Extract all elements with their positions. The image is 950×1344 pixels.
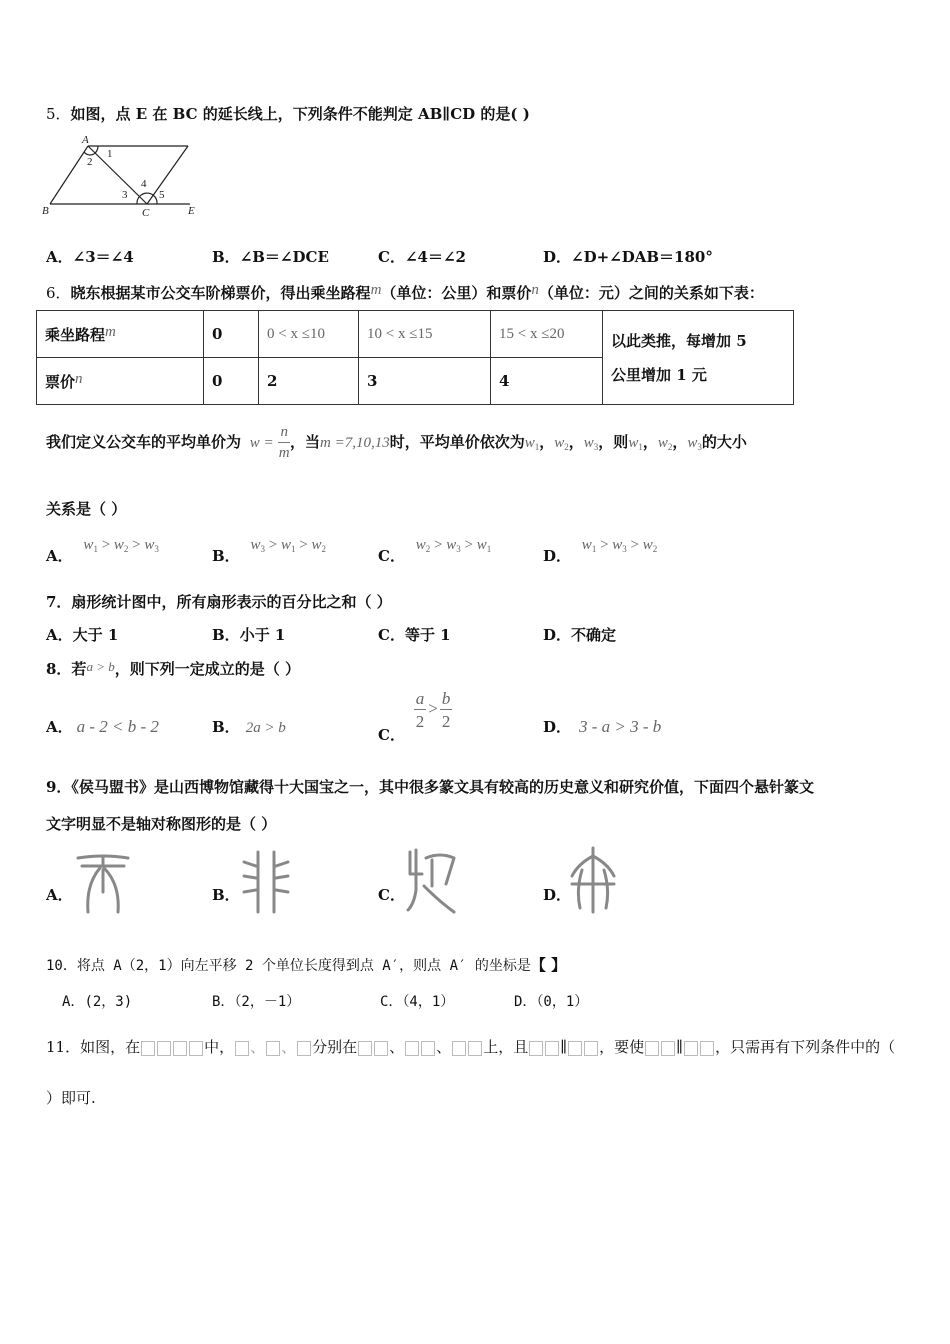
w-symbol: w (415, 537, 426, 553)
row-head-price: 票价 (45, 372, 76, 391)
placeholder-box (661, 1041, 675, 1056)
placeholder-box (584, 1041, 598, 1056)
gt-sign: > (630, 537, 640, 553)
option-label: A． (62, 994, 85, 1010)
placeholder-box (684, 1041, 698, 1056)
subscript: 2 (667, 442, 673, 452)
table-cell: 0 (204, 311, 259, 358)
option-label: C． (378, 886, 405, 904)
placeholder-box (374, 1041, 388, 1056)
option-text: (2，3) (84, 994, 133, 1010)
option-text: 大于 1 (72, 626, 119, 644)
q6-stem-a: 晓东根据某市公交车阶梯票价，得出乘坐路程 (70, 284, 371, 302)
option-label: B． (212, 626, 240, 644)
fraction-denominator: 2 (441, 712, 451, 731)
option-text: 小于 1 (239, 626, 286, 644)
q8-option-b[interactable] (212, 716, 286, 737)
var-n: n (531, 282, 539, 298)
w-symbol: w (250, 537, 261, 553)
q6-option-b[interactable] (212, 533, 326, 565)
w2 (658, 435, 673, 451)
note-line: 公里增加 1 元 (611, 365, 707, 384)
def-text: 时，平均单价依次为 (389, 433, 525, 451)
fraction-numerator: b (441, 689, 451, 708)
angle-arc-3 (137, 196, 140, 204)
q8-option-c[interactable] (378, 689, 452, 744)
subscript: 1 (290, 544, 296, 554)
q6-definition (46, 414, 747, 470)
def-m-values: m =7,10,13 (319, 435, 390, 451)
option-text: ∠B＝∠DCE (239, 248, 329, 266)
placeholder-box (266, 1041, 280, 1056)
comma: ， (642, 433, 658, 451)
ordering-expr (83, 537, 158, 553)
gt-sign: > (428, 699, 438, 718)
subscript: 2 (425, 544, 431, 554)
placeholder-box (297, 1041, 311, 1056)
gt-sign: > (600, 537, 609, 553)
option-label: A． (46, 626, 73, 644)
option-label: B． (212, 886, 240, 904)
w-symbol: w (144, 537, 155, 553)
table-cell: 10 < x ≤15 (359, 311, 491, 358)
table-cell: 4 (491, 358, 603, 405)
ordering-expr (582, 537, 657, 553)
w-symbol: w (446, 537, 457, 553)
q6-def-tail: 关系是（ ） (46, 500, 127, 518)
q10-option-c[interactable] (380, 991, 454, 1011)
q7-option-c[interactable] (378, 624, 451, 645)
option-label: D． (543, 886, 572, 904)
w-symbol: w (476, 537, 487, 553)
w-symbol: w (83, 537, 94, 553)
def-w: w = (249, 435, 274, 451)
subscript: 2 (123, 544, 129, 554)
gt-sign: > (101, 537, 111, 553)
w-symbol: w (581, 537, 592, 553)
option-label: D． (543, 626, 572, 644)
option-label: A． (46, 886, 73, 904)
w1 (525, 435, 540, 451)
q6-stem (46, 282, 764, 303)
q9-option-b[interactable] (212, 884, 240, 905)
option-label: D． (543, 248, 572, 266)
placeholder-box (700, 1041, 714, 1056)
seal-character-a-icon (74, 852, 132, 916)
placeholder-box (405, 1041, 419, 1056)
comma: ， (568, 433, 584, 451)
fraction-numerator: a (415, 689, 425, 708)
fraction-a-over-2 (414, 690, 427, 730)
gt-sign: > (268, 537, 278, 553)
q7-option-a[interactable] (46, 624, 118, 645)
subscript: 3 (622, 544, 627, 554)
comma: ， (672, 433, 688, 451)
placeholder-box (645, 1041, 659, 1056)
note-line: 以此类推，每增加 5 (611, 331, 747, 350)
q8-option-d[interactable] (543, 716, 661, 737)
subscript: 1 (591, 544, 597, 554)
w-symbol: w (311, 537, 322, 553)
w3 (584, 435, 599, 451)
q8-stem-a: 8．若 (46, 660, 87, 678)
q6-number: 6． (46, 284, 71, 302)
q8-option-a[interactable] (46, 716, 159, 737)
subscript: 2 (321, 544, 326, 554)
subscript: 1 (93, 544, 98, 554)
label-b: B (42, 205, 49, 217)
option-text: ∠D+∠DAB＝180° (571, 248, 713, 266)
option-text: ∠3＝∠4 (72, 248, 134, 266)
w1 (628, 435, 643, 451)
placeholder-box (452, 1041, 466, 1056)
q9-option-c[interactable] (378, 884, 405, 905)
label-e: E (188, 205, 195, 217)
q5-stem (46, 103, 530, 124)
table-cell: 15 < x ≤20 (491, 311, 603, 358)
option-label: D． (514, 994, 537, 1010)
q8-stem-b: ，则下列一定成立的是（ ） (114, 660, 300, 678)
subscript: 2 (564, 442, 569, 452)
subscript: 1 (638, 442, 643, 452)
q11-text: 11．如图，在 (46, 1038, 141, 1056)
def-text: ，则 (598, 433, 629, 451)
label-a: A (82, 134, 89, 146)
q10-option-d[interactable] (514, 991, 588, 1011)
q11-text: ，要使 (599, 1038, 645, 1056)
option-label: A． (46, 248, 73, 266)
w-symbol: w (583, 435, 594, 451)
q9-stem-line2: 文字明显不是轴对称图形的是（ ） (46, 815, 277, 833)
q11-text: 上，且 (483, 1038, 529, 1056)
var-m: m (370, 282, 382, 298)
fraction-b-over-2 (440, 690, 453, 730)
option-label: A． (46, 718, 73, 736)
w-symbol: w (642, 537, 653, 553)
q11-text: ，只需再有下列条件中的（ (715, 1038, 896, 1056)
gt-sign: > (434, 537, 443, 553)
q7-option-b[interactable] (212, 624, 285, 645)
def-text: 的大小 (701, 433, 747, 451)
q8-stem (46, 658, 300, 679)
option-label: C． (378, 626, 405, 644)
ordering-expr (250, 537, 325, 553)
q6-stem-c: （单位：元）之间的关系如下表： (538, 284, 764, 302)
table-cell: 0 (204, 358, 259, 405)
label-angle-2: 2 (87, 156, 93, 168)
q11-stem (46, 1036, 895, 1057)
option-text: （0，1） (536, 994, 589, 1010)
subscript: 3 (697, 442, 702, 452)
option-label: C． (378, 726, 405, 744)
fraction-denominator: 2 (415, 712, 425, 731)
placeholder-box (235, 1041, 249, 1056)
w-symbol: w (524, 435, 535, 451)
q8-condition: a > b (86, 659, 115, 674)
option-label: C． (378, 547, 405, 565)
table-cell: 2 (259, 358, 359, 405)
subscript: 3 (456, 544, 461, 554)
label-angle-1: 1 (107, 148, 113, 160)
option-text: （2，－1） (234, 994, 301, 1010)
angle-arc-4 (140, 193, 153, 196)
q11-text: 中， (204, 1038, 235, 1056)
label-c: C (142, 207, 150, 219)
q11-text: 分别在 (312, 1038, 358, 1056)
def-text: 我们定义公交车的平均单价为 (46, 433, 242, 451)
w3 (687, 435, 702, 451)
option-expr: a - 2 < b - 2 (76, 717, 159, 736)
q9-stem-line1: 9．《侯马盟书》是山西博物馆藏得十大国宝之一，其中很多篆文具有较高的历史意义和研究价值，下面四个悬针篆文 (46, 778, 814, 796)
option-label: D． (543, 547, 572, 565)
angle-arc-5 (153, 195, 157, 204)
q10-option-a[interactable] (62, 991, 132, 1011)
table-row (37, 311, 794, 358)
option-text: ∠4＝∠2 (404, 248, 466, 266)
row-head-distance: 乘坐路程 (45, 325, 106, 344)
q5-option-d[interactable] (543, 246, 713, 267)
option-label: A． (46, 547, 73, 565)
fraction-numerator: n (278, 425, 290, 443)
gt-sign: > (299, 537, 308, 553)
gt-sign: > (132, 537, 141, 553)
option-label: B． (212, 248, 240, 266)
placeholder-box (421, 1041, 435, 1056)
w-symbol: w (113, 537, 124, 553)
subscript: 3 (260, 544, 265, 554)
subscript: 1 (486, 544, 492, 554)
placeholder-box (568, 1041, 582, 1056)
placeholder-box (140, 1038, 204, 1056)
parallel-sign: ∥ (676, 1038, 684, 1056)
q11-text: 、 (281, 1038, 297, 1056)
q10-stem-text: 10．将点 A（2，1）向左平移 2 个单位长度得到点 A′，则点 A′ 的坐标是 (46, 958, 531, 974)
placeholder-box (358, 1041, 372, 1056)
q11-text: 、 (250, 1038, 266, 1056)
w-symbol: w (687, 435, 698, 451)
w-symbol: w (280, 537, 291, 553)
q7-stem: 7．扇形统计图中，所有扇形表示的百分比之和（ ） (46, 593, 392, 611)
q5-option-c[interactable] (378, 246, 466, 267)
w-symbol: w (612, 537, 623, 553)
q11-text: 、 (389, 1038, 405, 1056)
option-label: C． (380, 994, 403, 1010)
seal-character-d-icon (568, 846, 618, 916)
option-label: C． (378, 248, 405, 266)
q10-option-b[interactable] (212, 991, 300, 1011)
option-text: （4，1） (402, 994, 455, 1010)
q6-option-d[interactable] (543, 533, 658, 565)
label-angle-3: 3 (122, 189, 128, 201)
line-ac (88, 146, 147, 204)
fare-table (36, 310, 794, 405)
angle-arc-2 (84, 152, 94, 155)
w-symbol: w (628, 435, 639, 451)
ordering-expr (416, 537, 491, 553)
w-symbol: w (554, 435, 565, 451)
subscript: 2 (652, 544, 658, 554)
option-expr: 2a > b (245, 720, 286, 736)
seal-character-c-icon (404, 846, 460, 916)
def-text: ，当 (289, 433, 320, 451)
label-angle-4: 4 (141, 178, 147, 190)
q11-text: 、 (436, 1038, 452, 1056)
option-label: D． (543, 718, 572, 736)
var-n: n (75, 370, 83, 387)
w-symbol: w (657, 435, 668, 451)
table-note (603, 311, 794, 405)
q5-figure (40, 132, 210, 222)
label-angle-5: 5 (159, 189, 165, 201)
q5-option-a[interactable] (46, 246, 134, 267)
parallel-sign: ∥ (560, 1038, 568, 1056)
table-cell (37, 311, 204, 358)
line-ab (50, 146, 88, 204)
option-label: B． (212, 994, 235, 1010)
option-label: B． (212, 718, 240, 736)
placeholder-box (529, 1041, 543, 1056)
option-text: 不确定 (571, 626, 617, 644)
q7-option-d[interactable] (543, 624, 616, 645)
fraction-denominator: m (278, 445, 290, 461)
option-label: B． (212, 547, 240, 565)
option-expr: 3 - a > 3 - b (579, 717, 662, 736)
var-m: m (105, 323, 116, 340)
table-cell (37, 358, 204, 405)
q10-stem (46, 954, 566, 975)
q5-stem-text: 如图，点 E 在 BC 的延长线上，下列条件不能判定 AB∥CD 的是( ) (70, 105, 530, 123)
q9-option-d[interactable] (543, 884, 571, 905)
q6-stem-b: （单位：公里）和票价 (381, 284, 532, 302)
q9-option-a[interactable] (46, 884, 73, 905)
q6-option-a[interactable] (46, 533, 159, 565)
seal-character-b-icon (238, 848, 294, 916)
gt-sign: > (464, 537, 473, 553)
comma: ， (539, 433, 555, 451)
q6-option-c[interactable] (378, 533, 492, 565)
fraction-n-over-m (278, 425, 290, 461)
table-cell: 0 < x ≤10 (259, 311, 359, 358)
placeholder-box (468, 1041, 482, 1056)
subscript: 3 (593, 442, 599, 452)
q11-stem-line2: ）即可. (46, 1089, 96, 1107)
q5-option-b[interactable] (212, 246, 329, 267)
placeholder-box (545, 1041, 559, 1056)
option-text: 等于 1 (404, 626, 451, 644)
q5-number: 5． (46, 105, 71, 123)
subscript: 1 (534, 442, 540, 452)
subscript: 3 (154, 544, 159, 554)
angle-arc-1 (94, 146, 98, 154)
answer-bracket: 【 】 (530, 956, 567, 974)
table-cell: 3 (359, 358, 491, 405)
w2 (554, 435, 569, 451)
